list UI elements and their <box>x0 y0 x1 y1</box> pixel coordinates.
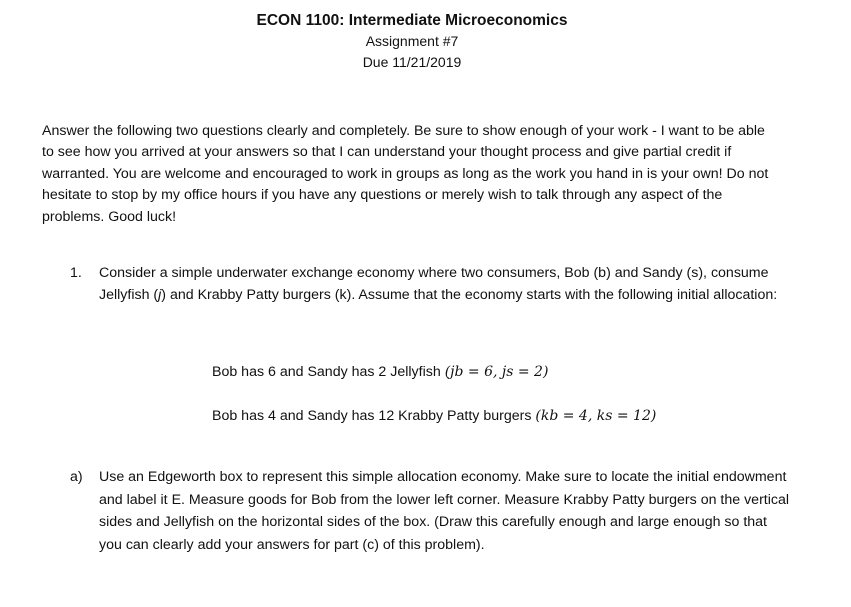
allocation-krabby: Bob has 4 and Sandy has 12 Krabby Patty burgers (kb = 4, ks = 12) <box>212 408 657 424</box>
allocation-jellyfish: Bob has 6 and Sandy has 2 Jellyfish (jb = 6, js = 2) <box>212 364 549 380</box>
allocation-krabby-math: (kb = 4, ks = 12) <box>535 408 657 424</box>
part-a <box>70 466 790 556</box>
instructions-paragraph: Answer the following two questions clearly and completely. Be sure to show enough of your work - I want to be able to see how you arrived at your answers so that I can understand your thought process and give partial credit if warranted. You are welcome and encouraged to work in groups as long as the work you hand in is your own! Do not hesitate to stop by my office hours if you have any questions or merely wish to talk through any aspect of the problems. Good luck! <box>42 123 769 225</box>
assignment-number: Assignment #7 <box>365 33 459 49</box>
due-date: Due 11/21/2019 <box>362 54 462 70</box>
course-title: ECON 1100: Intermediate Microeconomics <box>256 12 568 29</box>
jellyfish-symbol: j <box>158 287 162 304</box>
question-number: 1. <box>70 265 82 281</box>
question-1 <box>70 262 790 306</box>
allocation-jellyfish-math: (jb = 6, js = 2) <box>444 364 549 380</box>
question-1-text: Consider a simple underwater exchange economy where two consumers, Bob (b) and Sandy (s), consume Jellyfish (j) and Krabby Patty burgers (k). Assume that the economy starts with the following initial allocation: <box>99 265 778 304</box>
part-a-label: a) <box>70 469 83 485</box>
part-a-text: Use an Edgeworth box to represent this simple allocation economy. Make sure to locate the initial endowment and label it E. Measure goods for Bob from the lower left corner. Measure Krabby Patty burgers on the vertical sides and Jellyfish on the horizontal sides of the box. (Draw this carefully enough and large enough so that you can clearly add your answers for part (c) of this problem). <box>99 469 790 553</box>
document-header <box>0 11 824 73</box>
